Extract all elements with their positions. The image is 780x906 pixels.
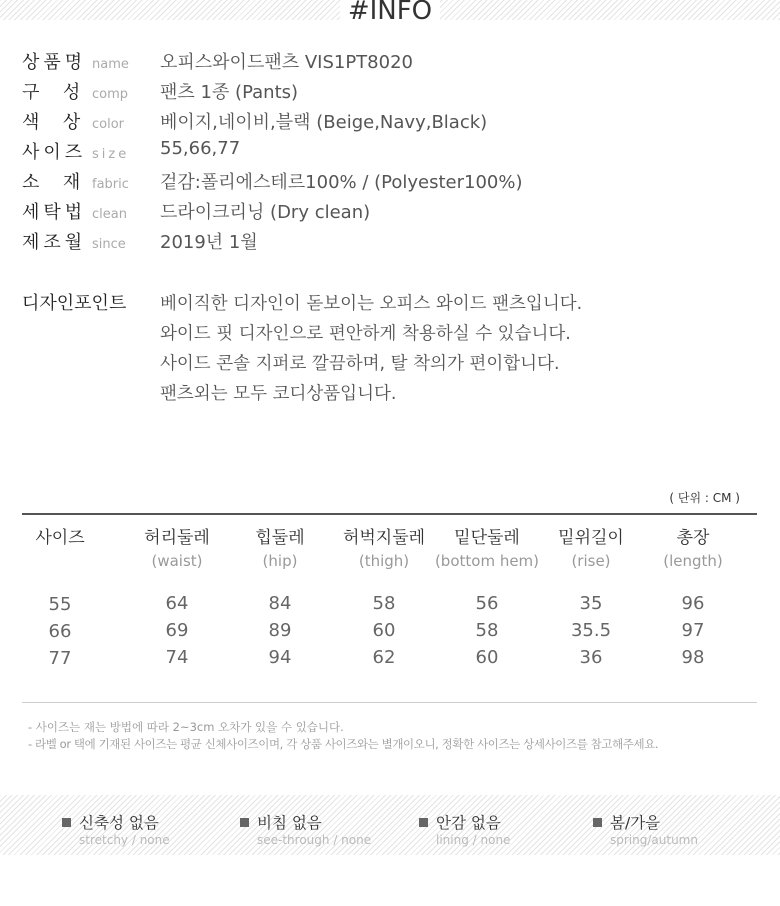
column-subheader: (thigh) bbox=[358, 552, 410, 570]
feature-label: 신축성 없음 bbox=[79, 814, 159, 832]
info-label: 색 상 bbox=[22, 112, 85, 133]
table-cell: 55 bbox=[48, 594, 72, 615]
info-row-name bbox=[22, 48, 413, 74]
column-subheader: (waist) bbox=[151, 552, 203, 570]
column-subheader: (rise) bbox=[571, 552, 611, 570]
size-column bbox=[22, 523, 98, 672]
info-label: 소 재 bbox=[22, 172, 85, 193]
info-row-comp bbox=[22, 78, 299, 104]
info-value: 겉감:폴리에스테르100% / (Polyester100%) bbox=[160, 172, 523, 193]
table-cell: 94 bbox=[268, 647, 292, 668]
table-cell: 64 bbox=[165, 593, 189, 614]
square-bullet-icon bbox=[419, 818, 428, 827]
column-subheader: (bottom hem) bbox=[434, 552, 540, 570]
table-cell: 60 bbox=[372, 620, 396, 641]
info-value: 드라이크리닝 (Dry clean) bbox=[160, 202, 371, 223]
info-sub: since bbox=[92, 237, 126, 252]
column-header: 허리둘레 bbox=[144, 528, 210, 548]
table-cell: 96 bbox=[681, 593, 705, 614]
table-cell: 69 bbox=[165, 620, 189, 641]
info-row-color bbox=[22, 108, 488, 134]
table-cell: 60 bbox=[475, 647, 499, 668]
table-cell: 98 bbox=[681, 647, 705, 668]
length-column bbox=[648, 523, 738, 671]
info-label: 구 성 bbox=[22, 82, 85, 103]
feature-sublabel: spring/autumn bbox=[610, 833, 698, 847]
design-point-line: 베이직한 디자인이 돋보이는 오피스 와이드 팬츠입니다. bbox=[160, 294, 583, 314]
design-point-text bbox=[160, 289, 582, 409]
info-sub: comp bbox=[92, 87, 129, 102]
info-row-since bbox=[22, 228, 258, 254]
info-sub: size bbox=[92, 147, 130, 162]
design-point-line: 사이드 콘솔 지퍼로 깔끔하며, 탈 착의가 편이합니다. bbox=[160, 354, 560, 374]
table-cell: 35.5 bbox=[570, 620, 612, 641]
info-label: 사이즈 bbox=[22, 142, 87, 163]
info-row-fabric bbox=[22, 168, 523, 194]
info-value: 베이지,네이비,블랙 (Beige,Navy,Black) bbox=[160, 112, 488, 133]
column-header: 사이즈 bbox=[35, 528, 85, 548]
note-line: - 사이즈는 재는 방법에 따라 2~3cm 오차가 있을 수 있습니다. bbox=[28, 720, 344, 734]
info-row-size bbox=[22, 138, 241, 164]
info-value: 오피스와이드팬츠 VIS1PT8020 bbox=[160, 52, 413, 73]
info-sub: clean bbox=[92, 207, 127, 222]
column-header: 밑단둘레 bbox=[454, 528, 520, 548]
feature-stretch bbox=[62, 811, 170, 847]
square-bullet-icon bbox=[62, 818, 71, 827]
info-sub: color bbox=[92, 117, 125, 132]
waist-column bbox=[127, 523, 227, 671]
table-cell: 84 bbox=[268, 593, 292, 614]
feature-season bbox=[593, 811, 698, 847]
table-cell: 35 bbox=[579, 593, 603, 614]
feature-seethrough bbox=[240, 811, 371, 847]
info-value: 팬츠 1종 (Pants) bbox=[160, 82, 299, 103]
column-header: 총장 bbox=[676, 528, 710, 548]
design-point-line: 팬츠외는 모두 코디상품입니다. bbox=[160, 384, 397, 404]
info-value: 55,66,77 bbox=[160, 138, 241, 159]
table-top-rule bbox=[22, 513, 757, 515]
info-value: 2019년 1월 bbox=[160, 232, 258, 253]
info-sub: name bbox=[92, 57, 129, 72]
feature-sublabel: see-through / none bbox=[257, 833, 372, 847]
design-point-label: 디자인포인트 bbox=[22, 293, 127, 314]
feature-sublabel: stretchy / none bbox=[79, 833, 170, 847]
info-title: #INFO bbox=[340, 0, 440, 26]
rise-column bbox=[546, 523, 636, 671]
table-cell: 74 bbox=[165, 647, 189, 668]
info-row-clean bbox=[22, 198, 371, 224]
table-cell: 62 bbox=[372, 647, 396, 668]
table-cell: 97 bbox=[681, 620, 705, 641]
feature-label: 안감 없음 bbox=[436, 814, 501, 832]
square-bullet-icon bbox=[240, 818, 249, 827]
table-cell: 77 bbox=[48, 648, 72, 669]
note-line: - 라벨 or 택에 기재된 사이즈는 평균 신체사이즈이며, 각 상품 사이즈와는 별개이오니, 정확한 사이즈는 상세사이즈를 참고해주세요. bbox=[28, 737, 659, 751]
design-point-line: 와이드 핏 디자인으로 편안하게 착용하실 수 있습니다. bbox=[160, 324, 571, 344]
square-bullet-icon bbox=[593, 818, 602, 827]
hip-column bbox=[235, 523, 325, 671]
info-sub: fabric bbox=[92, 177, 129, 192]
feature-label: 봄/가을 bbox=[610, 814, 661, 832]
column-subheader bbox=[22, 552, 98, 571]
table-cell: 58 bbox=[372, 593, 396, 614]
feature-sublabel: lining / none bbox=[436, 833, 511, 847]
table-bottom-rule bbox=[22, 702, 757, 703]
info-label: 상품명 bbox=[22, 52, 87, 73]
info-label: 제조월 bbox=[22, 232, 87, 253]
thigh-column bbox=[334, 523, 434, 671]
table-cell: 56 bbox=[475, 593, 499, 614]
feature-label: 비침 없음 bbox=[257, 814, 322, 832]
table-cell: 58 bbox=[475, 620, 499, 641]
table-cell: 89 bbox=[268, 620, 292, 641]
feature-lining bbox=[419, 811, 510, 847]
column-subheader: (length) bbox=[663, 552, 723, 570]
info-label: 세탁법 bbox=[22, 202, 87, 223]
unit-note: ( 단위 : CM ) bbox=[669, 491, 740, 505]
table-cell: 66 bbox=[48, 621, 72, 642]
table-cell: 36 bbox=[579, 647, 603, 668]
header bbox=[0, 0, 780, 26]
column-header: 힙둘레 bbox=[255, 528, 305, 548]
column-header: 밑위길이 bbox=[558, 528, 624, 548]
column-header: 허벅지둘레 bbox=[342, 528, 426, 548]
bottom-hem-column bbox=[427, 523, 547, 671]
size-notes bbox=[28, 719, 658, 753]
column-subheader: (hip) bbox=[262, 552, 298, 570]
